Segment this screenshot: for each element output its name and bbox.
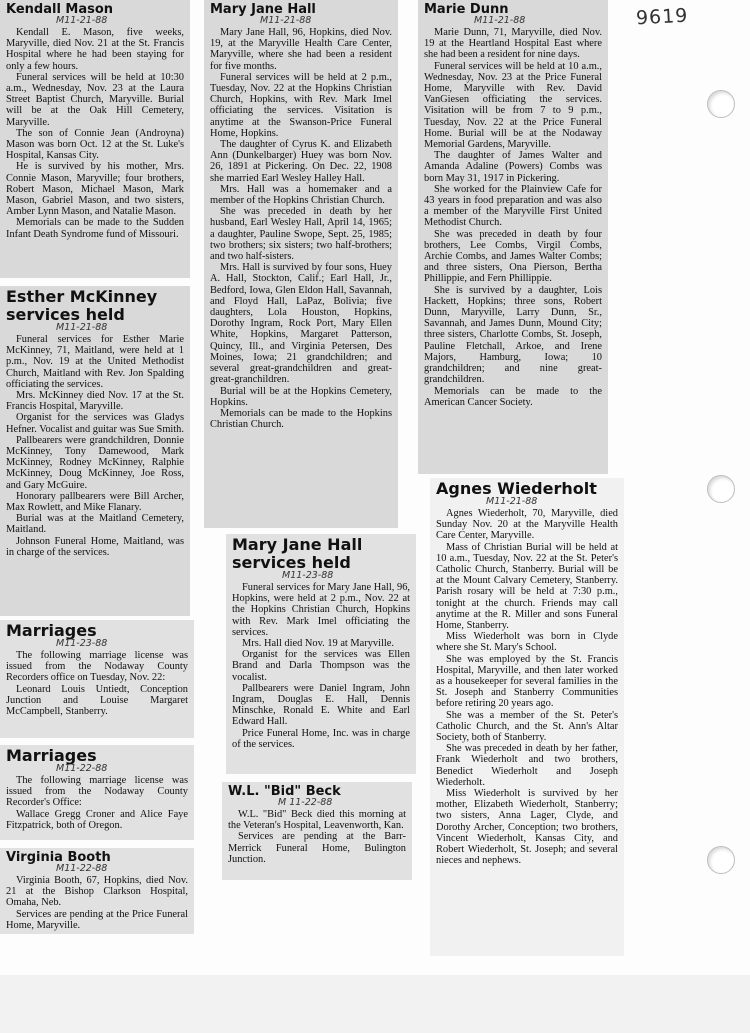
paragraph: Services are pending at the Price Funeral Home, Maryville. [6, 908, 188, 931]
paragraph: Virginia Booth, 67, Hopkins, died Nov. 21 at the Bishop Clarkson Hospital, Omaha, Neb. [6, 875, 188, 909]
paragraph: Mrs. Hall was a homemaker and a member of the Hopkins Christian Church. [210, 183, 392, 207]
paragraph: Agnes Wiederholt, 70, Maryville, died Sunday Nov. 20 at the Maryville Health Care Center, Maryville. [436, 508, 618, 542]
paragraph: Marie Dunn, 71, Maryville, died Nov. 19 at the Heartland Hospital East where she had been a resident for nine days. [424, 27, 602, 61]
paragraph: Funeral services for Mary Jane Hall, 96, Hopkins, were held at 2 p.m., Nov. 22 at the Hopkins Christian Church, Hopkins with Rev. Mark Imel officiating the services. [232, 582, 410, 638]
handwritten-date: M11-21-88 [56, 15, 108, 26]
paragraph: Honorary pallbearers were Bill Archer, Max Rowlett, and Mike Flanary. [6, 490, 184, 514]
paragraph: Burial was at the Maitland Cemetery, Maitland. [6, 513, 184, 536]
clipping-kendall-mason [0, 0, 190, 278]
paragraph: Funeral services will be held at 2 p.m., Tuesday, Nov. 22 at the Hopkins Christian Church, Hopkins, with Rev. Mark Imel officiating the services. Visitation is anytime at the Swanson-Price Funeral Home, Hopkins. [210, 71, 392, 139]
paragraph: Mary Jane Hall, 96, Hopkins, died Nov. 19, at the Maryville Health Care Center, Maryville, where she had been a resident for five months. [210, 27, 392, 72]
handwritten-date: M11-21-88 [474, 15, 526, 26]
paragraph: The daughter of James Walter and Amanda Adaline (Powers) Combs was born May 31, 1917 in Pickering. [424, 150, 602, 184]
paragraph: Price Funeral Home, Inc. was in charge of the services. [232, 727, 410, 750]
paragraph: Mrs. Hall is survived by four sons, Huey A. Hall, Stockton, Calif.; Earl Hall, Jr., Bedford, Iowa, Glen Eldon Hall, Savannah, and Floyd Hall, LaPaz, Bolivia; five daughters, Lola Houston, Hopkins, Dorothy Ingram, Rock Port, Mary Ellen White, Hopkins, Margaret Patterson, Quincy, Ill., and Virginia Petersen, Des Moines, Iowa; 21 grandchildren; and several great-grandchildren and great-great-granchildren. [210, 262, 392, 386]
paragraph: Miss Wiederholt is survived by her mother, Elizabeth Wiederholt, Stanberry; two sisters, Anna Lager, Clyde, and Dorothy Archer, Conception; two brothers, Vincent Wiederholt, Kansas City, and Robert Wiederholt, St. Joseph; and several nieces and nephews. [436, 788, 618, 867]
paragraph: She was preceded in death by four brothers, Lee Combs, Virgil Combs, Archie Combs, and James Walter Combs; and three sisters, Ona Pierson, Bertha Phillippie, and Fern Phillippie. [424, 228, 602, 285]
paragraph: Leonard Louis Untiedt, Conception Junction and Louise Margaret McCampbell, Stanberry. [6, 683, 188, 718]
punch-hole-top [707, 90, 735, 118]
clipping-headline: Kendall Mason [6, 2, 114, 17]
page-number: 9619 [635, 4, 689, 30]
clipping-headline: Marriages [6, 746, 97, 765]
paragraph: She was a member of the St. Peter's Catholic Church, and the St. Ann's Altar Society, both of Stanberry. [436, 709, 618, 744]
paragraph: W.L. "Bid" Beck died this morning at the Veteran's Hospital, Leavenworth, Kan. [228, 809, 406, 832]
paragraph: Pallbearers were Daniel Ingram, John Ingram, Douglas E. Hall, Dennis Minschke, Ronald E. White and Earl Edward Hall. [232, 682, 410, 728]
paragraph: The following marriage license was issued from the Nodaway County Recorders office on Tuesday, Nov. 22: [6, 650, 188, 684]
paragraph: Kendall E. Mason, five weeks, Maryville, died Nov. 21 at the St. Francis Hospital where he had been staying for only a few hours. [6, 27, 184, 72]
handwritten-date: M 11-22-88 [278, 797, 333, 808]
paragraph: Memorials can be made to the American Cancer Society. [424, 385, 602, 408]
paragraph: The following marriage license was issued from the Nodaway County Recorder's Office: [6, 775, 188, 809]
clipping-mary-jane-hall [204, 0, 398, 528]
clipping-headline: Esther McKinney services held [6, 287, 158, 324]
clipping-headline: Mary Jane Hall services held [232, 535, 363, 572]
paragraph: She was employed by the St. Francis Hospital, Maryville, and then later worked as a housekeeper for several families in the St. Joseph and Stanberry Communities before retiring 20 years ago. [436, 653, 618, 710]
paragraph: Pallbearers were grandchildren, Donnie McKinney, Tony Damewood, Mark McKinney, Rodney McKinney, Ralphie McKinney, Doug McKinney, Joe Ross, and Gary McGuire. [6, 434, 184, 491]
clipping-headline: Mary Jane Hall [210, 2, 316, 17]
handwritten-date: M11-21-88 [486, 496, 538, 507]
clipping-headline: Virginia Booth [6, 850, 111, 865]
handwritten-date: M11-22-88 [56, 763, 108, 774]
paragraph: She worked for the Plainview Cafe for 43 years in food preparation and was also a member of the Maryville First United Methodist Church. [424, 183, 602, 229]
scanner-bed-margin [0, 975, 750, 1033]
paragraph: Mass of Christian Burial will be held at 10 a.m., Tuesday, Nov. 22 at the St. Peter's Catholic Church, Stanberry. Burial will be at the Mount Calvary Cemetery, Stanberry. Parish rosary will be held at 7:30 p.m., tonight at the church. Friends may call anytime at the R. Miller and sons Funeral Home, Stanberry. [436, 541, 618, 632]
paragraph: Memorials can be made to the Hopkins Christian Church. [210, 407, 392, 431]
paragraph: Miss Wiederholt was born in Clyde where she St. Mary's School. [436, 631, 618, 654]
paragraph: Burial will be at the Hopkins Cemetery, Hopkins. [210, 385, 392, 408]
paragraph: Funeral services for Esther Marie McKinney, 71, Maitland, were held at 1 p.m., Nov. 19 at the United Methodist Church, Maitland with Rev. Jon Spalding officiating the services. [6, 334, 184, 390]
clipping-headline: Marriages [6, 621, 97, 640]
handwritten-date: M11-21-88 [56, 322, 108, 333]
paragraph: She was preceded in death by her husband, Earl Wesley Hall, April 14, 1965; a daughter, Pauline Swope, Sept. 25, 1985; two brothers; six sisters; two half-brothers; and two half-sisters. [210, 206, 392, 263]
clipping-headline: Marie Dunn [424, 2, 509, 17]
clipping-marriages-1 [0, 620, 194, 738]
handwritten-date: M11-23-88 [282, 570, 334, 581]
paragraph: Memorials can be made to the Sudden Infant Death Syndrome fund of Missouri. [6, 217, 184, 240]
paragraph: Organist for the services was Gladys Hefner. Vocalist and guitar was Sue Smith. [6, 412, 184, 435]
paragraph: Services are pending at the Barr-Merrick Funeral Home, Bulington Junction. [228, 831, 406, 865]
clipping-mary-jane-hall-services [226, 534, 416, 774]
paragraph: Johnson Funeral Home, Maitland, was in charge of the services. [6, 535, 184, 558]
handwritten-date: M11-23-88 [56, 638, 108, 649]
clipping-marie-dunn [418, 0, 608, 474]
paragraph: Funeral services will be held at 10 a.m., Wednesday, Nov. 23 at the Price Funeral Home, Maryville with Rev. David VanGiesen officiating the services. Visitation will be from 7 to 9 p.m., Tuesday, Nov. 22 at the Price Funeral Home. Burial will be at the Nodaway Memorial Gardens, Maryville. [424, 60, 602, 151]
clipping-headline: W.L. "Bid" Beck [228, 784, 341, 799]
punch-hole-bottom [707, 846, 735, 874]
clipping-esther-mckinney [0, 286, 190, 616]
clipping-bid-beck [222, 782, 412, 880]
paragraph: The son of Connie Jean (Androyna) Mason was born Oct. 12 at the St. Luke's Hospital, Kansas City. [6, 127, 184, 162]
handwritten-date: M11-21-88 [260, 15, 312, 26]
punch-hole-middle [707, 475, 735, 503]
paragraph: He is survived by his mother, Mrs. Connie Mason, Maryville; four brothers, Robert Mason, Michael Mason, Mark Mason, Gabriel Mason, and two sisters, Amber Lynn Mason, and Natalie Mason. [6, 161, 184, 218]
paragraph: Mrs. Hall died Nov. 19 at Maryville. [242, 638, 394, 650]
paragraph: Funeral services will be held at 10:30 a.m., Wednesday, Nov. 23 at the Laura Street Baptist Church, Maryville. Burial will be at the Oak Hill Cemetery, Maryville. [6, 71, 184, 128]
clipping-virginia-booth [0, 848, 194, 934]
paragraph: Wallace Gregg Croner and Alice Faye Fitzpatrick, both of Oregon. [6, 808, 188, 831]
clipping-agnes-wiederholt [430, 478, 624, 956]
clipping-headline: Agnes Wiederholt [436, 479, 597, 498]
paragraph: Mrs. McKinney died Nov. 17 at the St. Francis Hospital, Maryville. [6, 390, 184, 413]
paragraph: She is survived by a daughter, Lois Hackett, Hopkins; three sons, Robert Dunn, Maryville, Larry Dunn, Sr., Savannah, and James Dunn, Mound City; three sisters, Charlotte Combs, St. Joseph, Pauline Fletchall, Arkoe, and Irene Majors, Hamburg, Iowa; 10 grandchildren; and nine great-grandchildren. [424, 284, 602, 386]
paragraph: She was preceded in death by her father, Frank Wiederholt and two brothers, Benedict Wiederholt and Joseph Wiederholt. [436, 743, 618, 788]
clipping-marriages-2 [0, 745, 194, 840]
paragraph: Organist for the services was Ellen Brand and Darla Thompson was the vocalist. [232, 649, 410, 683]
paragraph: The daughter of Cyrus K. and Elizabeth Ann (Dunkelbarger) Huey was born Nov. 26, 1891 at Pickering. On Dec. 22, 1908 she married Earl Wesley Halley Hall. [210, 139, 392, 184]
handwritten-date: M11-22-88 [56, 863, 108, 874]
